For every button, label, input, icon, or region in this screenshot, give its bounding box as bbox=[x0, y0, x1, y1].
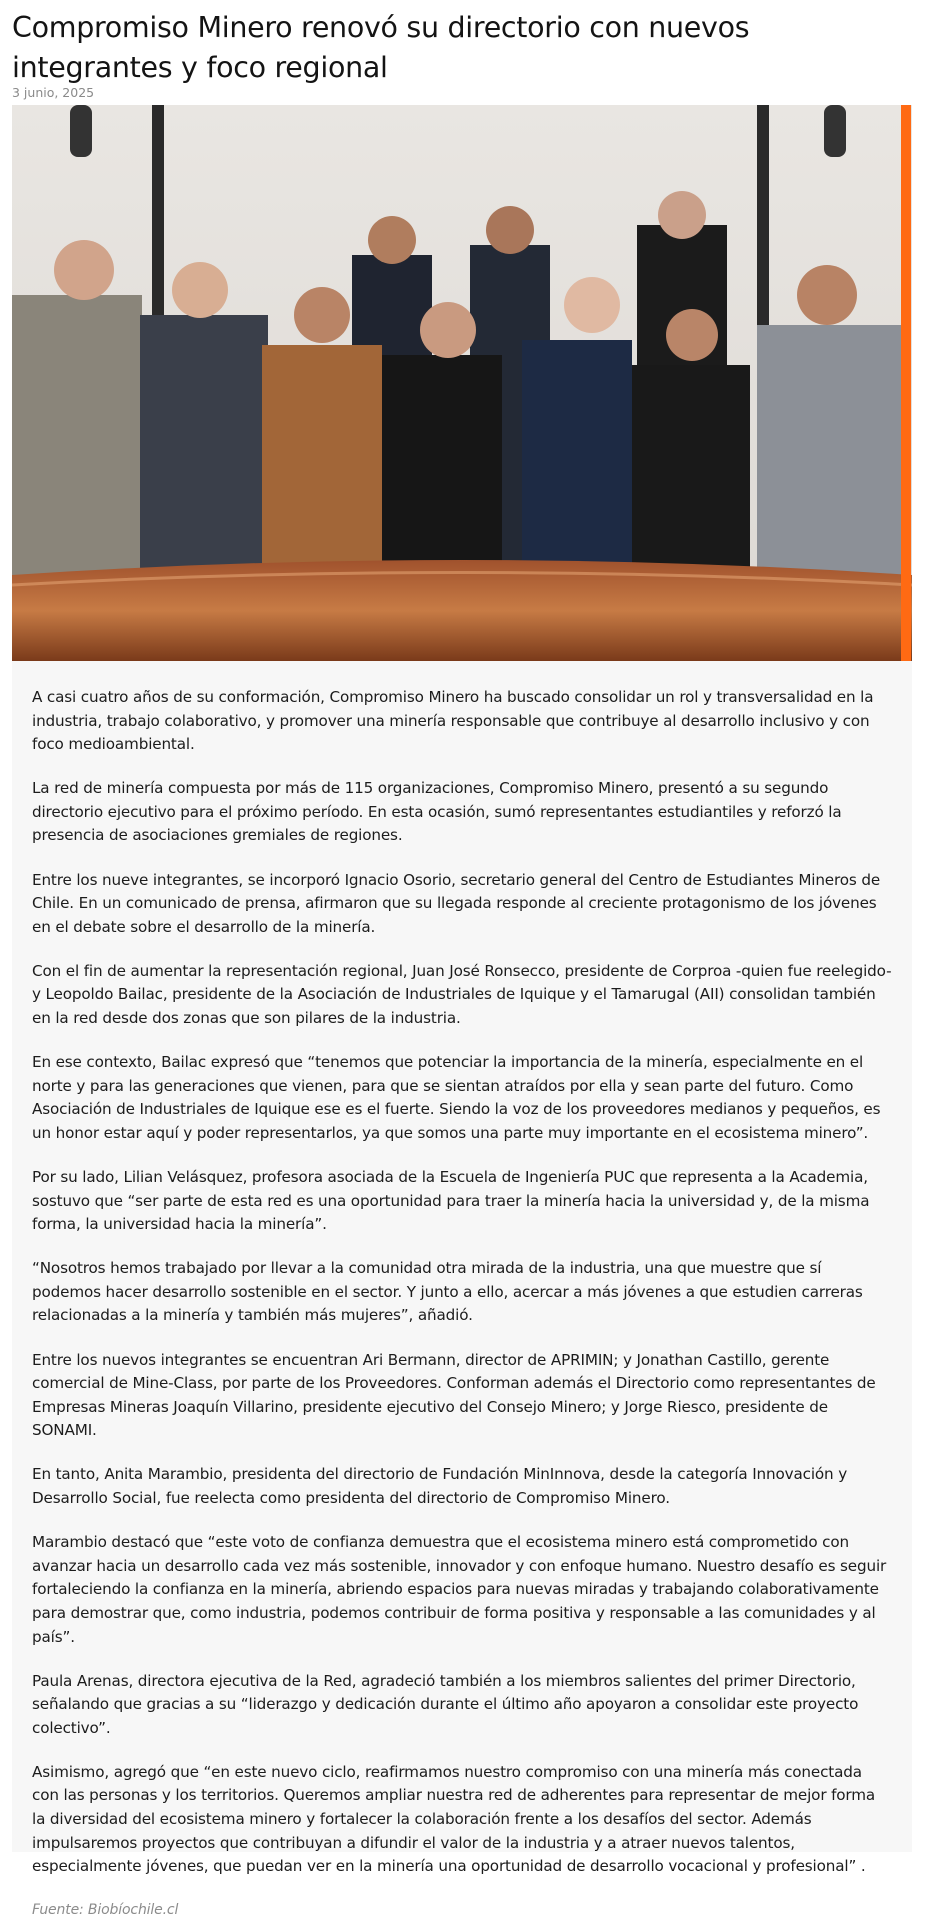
article-source: Fuente: Biobíochile.cl bbox=[32, 1902, 179, 1919]
article-paragraph: Paula Arenas, directora ejecutiva de la Red, agradeció también a los miembros salientes del primer Directorio, señalando que gracias a su “liderazgo y dedicación durante el último año apoyaron a consolidar este proyecto colectivo”. bbox=[32, 1671, 859, 1737]
article-title: Compromiso Minero renovó su directorio con nuevos integrantes y foco regional bbox=[12, 11, 750, 84]
article-paragraph: A casi cuatro años de su conformación, Compromiso Minero ha buscado consolidar un rol y transversalidad en la industria, trabajo colaborativo, y promover una minería responsable que contribuye al desarrollo inclusivo y con foco medioambiental. bbox=[32, 688, 874, 754]
article-paragraph: Con el fin de aumentar la representación regional, Juan José Ronsecco, presidente de Corproa -quien fue reelegido- y Leopoldo Bailac, presidente de la Asociación de Industriales de Iquique y el Tamarugal (AII) consolidan también en la red desde dos zonas que son pilares de la industria. bbox=[32, 961, 892, 1028]
article-paragraph: En tanto, Anita Marambio, presidenta del directorio de Fundación MinInnova, desde la categoría Innovación y Desarrollo Social, fue reelecta como presidenta del directorio de Compromiso Minero. bbox=[32, 1465, 848, 1508]
article-photo bbox=[12, 105, 912, 661]
article-paragraph: “Nosotros hemos trabajado por llevar a la comunidad otra mirada de la industria, una que muestre que sí podemos hacer desarrollo sostenible en el sector. Y junto a ello, acercar a más jóvenes a que estudien carreras relacionadas a la minería y también más mujeres”, añadió. bbox=[32, 1259, 863, 1325]
article-paragraph: Asimismo, agregó que “en este nuevo ciclo, reafirmamos nuestro compromiso con una minería más conectada con las personas y los territorios. Queremos ampliar nuestra red de adherentes para representar de mejor forma la diversidad del ecosistema minero y fortalecer la colaboración frente a los desafíos del sector. Además impulsaremos proyectos que contribuyan a difundir el valor de la industria y a atraer nuevos talentos, especialmente jóvenes, que puedan ver en la minería una oportunidad de desarrollo vocacional y profesional” . bbox=[32, 1762, 876, 1876]
article-paragraph: Entre los nuevos integrantes se encuentran Ari Bermann, director de APRIMIN; y Jonathan Castillo, gerente comercial de Mine-Class, por parte de los Proveedores. Conforman además el Directorio como representantes de Empresas Mineras Joaquín Villarino, presidente ejecutivo del Consejo Minero; y Jorge Riesco, presidente de SONAMI. bbox=[32, 1350, 876, 1440]
article-date: 3 junio, 2025 bbox=[12, 85, 95, 100]
article-paragraph: Marambio destacó que “este voto de confianza demuestra que el ecosistema minero está comprometido con avanzar hacia un desarrollo cada vez más sostenible, innovador y con enfoque humano. Nuestro desafío es seguir fortaleciendo la confianza en la minería, abriendo espacios para nuevas miradas y trabajando colaborativamente para demostrar que, como industria, podemos contribuir de forma positiva y responsable a las comunidades y al país”. bbox=[32, 1533, 887, 1646]
article-paragraph: Por su lado, Lilian Velásquez, profesora asociada de la Escuela de Ingeniería PUC que representa a la Academia, sostuvo que “ser parte de esta red es una oportunidad para traer la minería hacia la universidad y, de la misma forma, la universidad hacia la minería”. bbox=[32, 1168, 870, 1234]
article-body bbox=[12, 661, 912, 1919]
article-paragraph: En ese contexto, Bailac expresó que “tenemos que potenciar la importancia de la minería, especialmente en el norte y para las generaciones que vienen, para que se sientan atraídos por ella y sean parte del futuro. Como Asociación de Industriales de Iquique ese es el fuerte. Siendo la voz de los proveedores medianos y pequeños, es un honor estar aquí y poder representarlos, ya que somos una parte muy importante en el ecosistema minero”. bbox=[32, 1053, 881, 1142]
article-paragraph: Entre los nueve integrantes, se incorporó Ignacio Osorio, secretario general del Centro de Estudiantes Mineros de Chile. En un comunicado de prensa, afirmaron que su llegada responde al creciente protagonismo de los jóvenes en el debate sobre el desarrollo de la minería. bbox=[32, 870, 881, 936]
accent-bar bbox=[901, 105, 911, 664]
article-paragraph: La red de minería compuesta por más de 115 organizaciones, Compromiso Minero, presentó a su segundo directorio ejecutivo para el próximo período. En esta ocasión, sumó representantes estudiantiles y reforzó la presencia de asociaciones gremiales de regiones. bbox=[32, 779, 842, 845]
